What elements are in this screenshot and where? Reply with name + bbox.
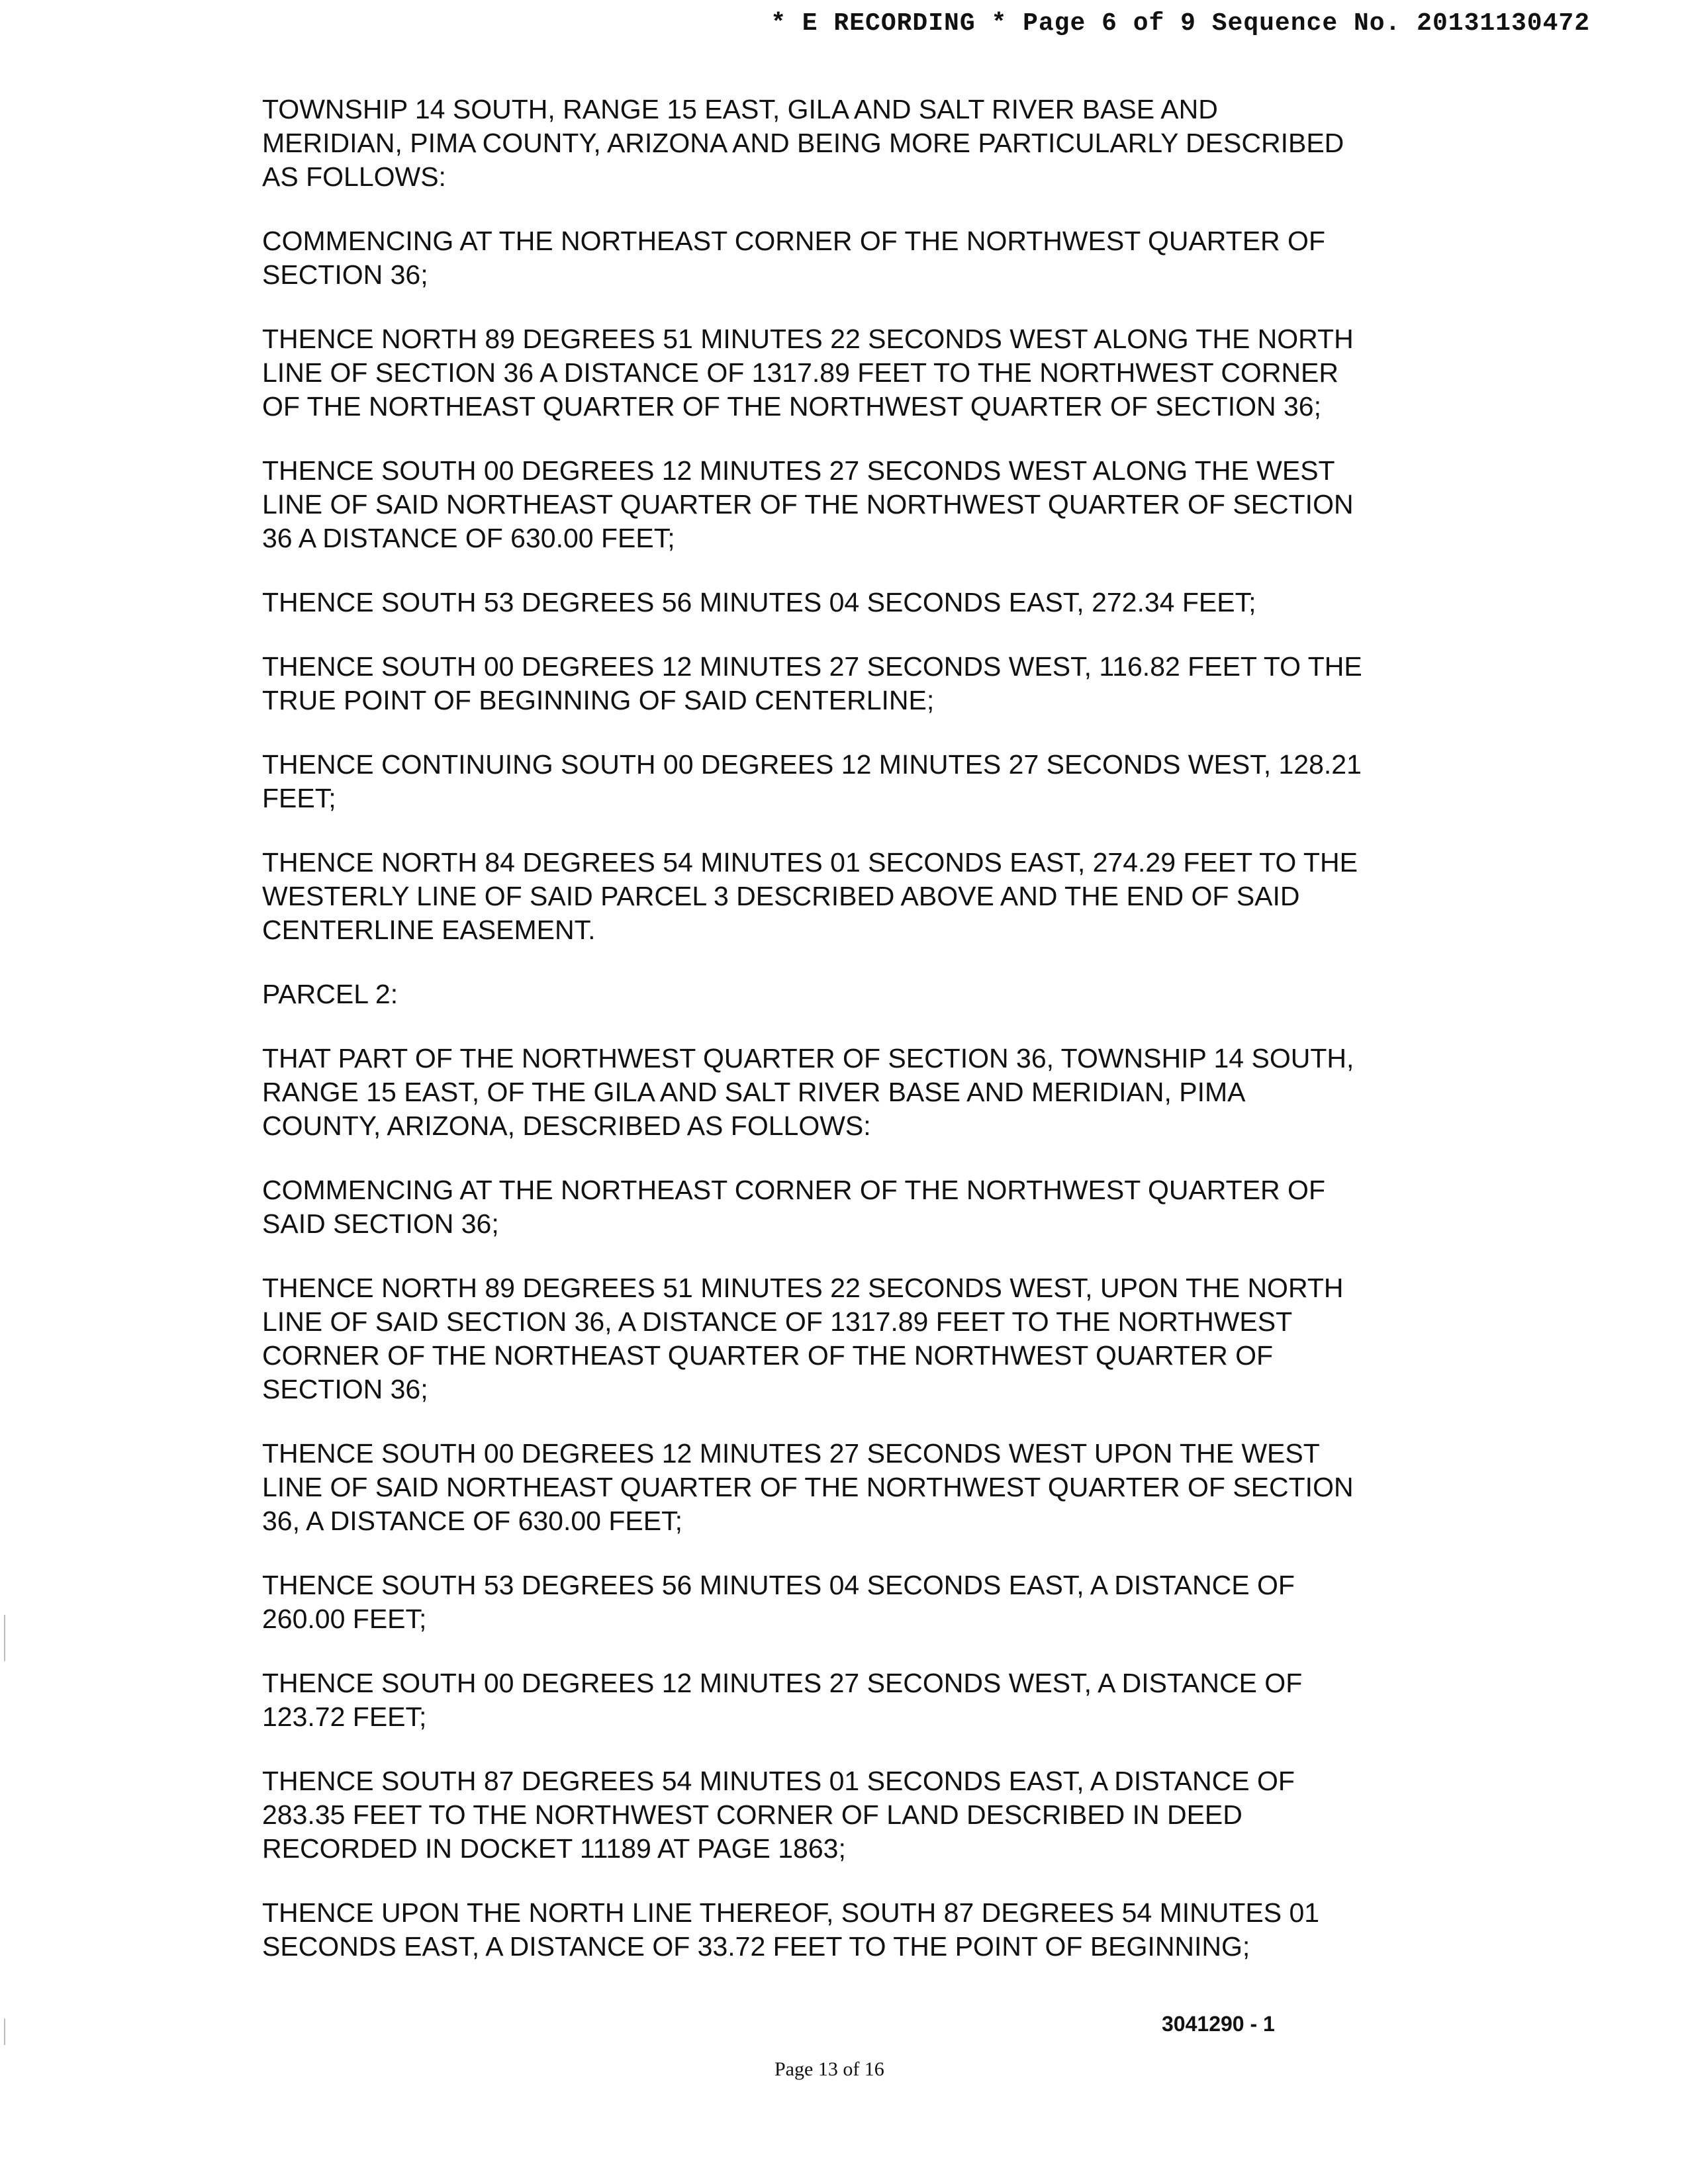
recording-stamp-header: * E RECORDING * Page 6 of 9 Sequence No. 20131130472: [771, 9, 1590, 38]
paragraph-course-north-89: THENCE NORTH 89 DEGREES 51 MINUTES 22 SECONDS WEST ALONG THE NORTH LINE OF SECTION 36 A DISTANCE OF 1317.89 FEET TO THE NORTHWEST CORNER OF THE NORTHEAST QUARTER OF THE NORTHWEST QUARTER OF SECTION 36;: [262, 324, 1354, 422]
paragraph-parcel-2-south-87-docket: THENCE SOUTH 87 DEGREES 54 MINUTES 01 SECONDS EAST, A DISTANCE OF 283.35 FEET TO THE NORTHWEST CORNER OF LAND DESCRIBED IN DEED RECORDED IN DOCKET 11189 AT PAGE 1863;: [262, 1766, 1295, 1864]
paragraph-township-description: TOWNSHIP 14 SOUTH, RANGE 15 EAST, GILA AND SALT RIVER BASE AND MERIDIAN, PIMA COUNTY, ARIZONA AND BEING MORE PARTICULARLY DESCRIBED AS FOLLOWS:: [262, 94, 1344, 192]
document-number: 3041290 - 1: [1162, 2012, 1275, 2036]
paragraph-parcel-2-description: THAT PART OF THE NORTHWEST QUARTER OF SECTION 36, TOWNSHIP 14 SOUTH, RANGE 15 EAST, OF THE GILA AND SALT RIVER BASE AND MERIDIAN, PIMA COUNTY, ARIZONA, DESCRIBED AS FOLLOWS:: [262, 1043, 1354, 1141]
scan-edge-mark-top: [4, 1615, 5, 1661]
paragraph-course-continuing-south: THENCE CONTINUING SOUTH 00 DEGREES 12 MINUTES 27 SECONDS WEST, 128.21 FEET;: [262, 749, 1362, 813]
paragraph-course-south-53: THENCE SOUTH 53 DEGREES 56 MINUTES 04 SECONDS EAST, 272.34 FEET;: [262, 587, 1256, 617]
paragraph-course-south-00-west-line: THENCE SOUTH 00 DEGREES 12 MINUTES 27 SECONDS WEST ALONG THE WEST LINE OF SAID NORTHEAST QUARTER OF THE NORTHWEST QUARTER OF SECTION 36 A DISTANCE OF 630.00 FEET;: [262, 455, 1354, 553]
paragraph-true-point-of-beginning: THENCE SOUTH 00 DEGREES 12 MINUTES 27 SECONDS WEST, 116.82 FEET TO THE TRUE POINT OF BEGINNING OF SAID CENTERLINE;: [262, 651, 1362, 715]
paragraph-commencing-point: COMMENCING AT THE NORTHEAST CORNER OF THE NORTHWEST QUARTER OF SECTION 36;: [262, 226, 1325, 290]
paragraph-parcel-2-south-00-west-line: THENCE SOUTH 00 DEGREES 12 MINUTES 27 SECONDS WEST UPON THE WEST LINE OF SAID NORTHEAST QUARTER OF THE NORTHWEST QUARTER OF SECTION 36, A DISTANCE OF 630.00 FEET;: [262, 1438, 1354, 1536]
paragraph-centerline-end: THENCE NORTH 84 DEGREES 54 MINUTES 01 SECONDS EAST, 274.29 FEET TO THE WESTERLY LINE OF SAID PARCEL 3 DESCRIBED ABOVE AND THE END OF SAID CENTERLINE EASEMENT.: [262, 847, 1358, 945]
paragraph-parcel-2-point-of-beginning: THENCE UPON THE NORTH LINE THEREOF, SOUTH 87 DEGREES 54 MINUTES 01 SECONDS EAST, A DISTANCE OF 33.72 FEET TO THE POINT OF BEGINNING;: [262, 1897, 1320, 1962]
parcel-heading: PARCEL 2:: [262, 979, 399, 1009]
paragraph-parcel-2-north-89: THENCE NORTH 89 DEGREES 51 MINUTES 22 SECONDS WEST, UPON THE NORTH LINE OF SAID SECTION 36, A DISTANCE OF 1317.89 FEET TO THE NORTHWEST CORNER OF THE NORTHEAST QUARTER OF THE NORTHWEST QUARTER OF SECTION 36;: [262, 1273, 1344, 1404]
paragraph-parcel-2-south-53: THENCE SOUTH 53 DEGREES 56 MINUTES 04 SECONDS EAST, A DISTANCE OF 260.00 FEET;: [262, 1570, 1295, 1634]
paragraph-parcel-2-south-00: THENCE SOUTH 00 DEGREES 12 MINUTES 27 SECONDS WEST, A DISTANCE OF 123.72 FEET;: [262, 1668, 1303, 1732]
legal-description-body: [262, 93, 1454, 1994]
paragraph-parcel-2-commencing: COMMENCING AT THE NORTHEAST CORNER OF THE NORTHWEST QUARTER OF SAID SECTION 36;: [262, 1175, 1325, 1239]
page-number-footer: Page 13 of 16: [774, 2058, 884, 2080]
scan-edge-mark-bottom: [4, 2019, 5, 2045]
